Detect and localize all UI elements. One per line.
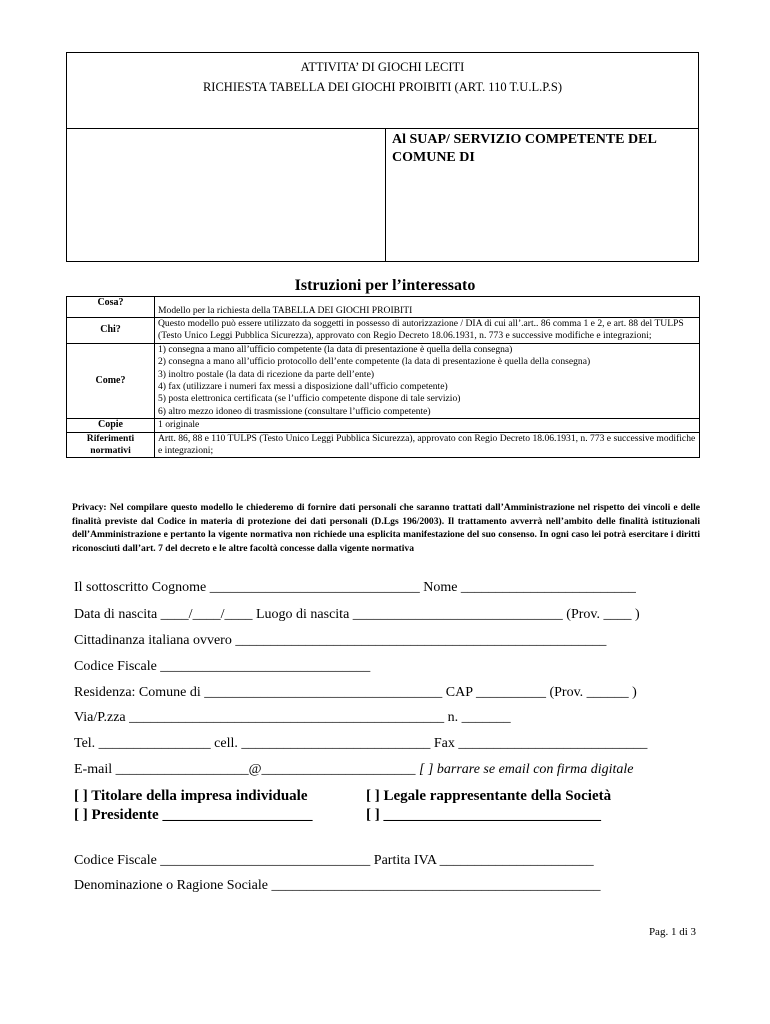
field-nascita[interactable]: Data di nascita ____/____/____ Luogo di nascita ______________________________ (Prov. ____ ) <box>74 607 640 622</box>
row-value-copie: 1 originale <box>155 419 700 432</box>
field-cognome-nome[interactable]: Il sottoscritto Cognome ______________________________ Nome _________________________ <box>74 580 636 595</box>
come-line: 2) consegna a mano all’ufficio protocollo dell’ente competente (la data di presentazione è quella della consegna) <box>158 356 591 368</box>
title-line-1: ATTIVITA’ DI GIOCHI LECITI <box>300 60 465 74</box>
row-key-cosa: Cosa? <box>67 297 155 318</box>
recipient-text: Al SUAP/ SERVIZIO COMPETENTE DEL COMUNE DI <box>392 132 657 165</box>
come-line: 4) fax (utilizzare i numeri fax messi a disposizione dall’ufficio competente) <box>158 381 448 393</box>
table-row <box>67 343 700 418</box>
firma-digitale-checkbox[interactable]: [ ] barrare se email con firma digitale <box>419 762 634 777</box>
row-value-chi: Questo modello può essere utilizzato da soggetti in possesso di autorizzazione / DIA di cui all’.art.. 86 comma 1 e 2, e art. 88 del TULPS (Testo Unico Leggi Pubblica Sicurezza), approvato con Regio Decreto 18.06.1931, n. 773 e successive modifiche e integrazioni; <box>155 318 700 344</box>
protocol-box <box>66 128 386 262</box>
row-value-come <box>155 343 700 418</box>
instructions-table <box>66 296 700 458</box>
come-line: 3) inoltro postale (la data di ricezione da parte dell’ente) <box>158 368 375 380</box>
table-row <box>67 297 700 318</box>
come-line: 6) altro mezzo idoneo di trasmissione (consultare l’ufficio competente) <box>158 405 431 417</box>
instructions-heading: Istruzioni per l’interessato <box>294 277 476 294</box>
row-key-chi: Chi? <box>67 318 155 344</box>
field-ragione-sociale[interactable]: Denominazione o Ragione Sociale _______________________________________________ <box>74 878 601 893</box>
email-input[interactable]: E-mail ___________________@______________________ <box>74 762 419 777</box>
row-key-copie: Copie <box>67 419 155 432</box>
row-value-cosa: Modello per la richiesta della TABELLA DEI GIOCHI PROIBITI <box>155 297 700 318</box>
checkbox-presidente[interactable]: [ ] Presidente ____________________ <box>74 807 313 823</box>
privacy-notice: Privacy: Nel compilare questo modello le chiederemo di fornire dati personali che saranno trattati dall’Amministrazione nel rispetto dei vincoli e delle finalità previste dal Codice in materia di protezione dei dati personali (D.Lgs 196/2003). Il trattamento avverrà nell’ambito delle finalità istituzionali dell’Amministrazione e pertanto la vigente normativa non richiede una esplicita manifestazione del suo consenso. In ogni caso lei potrà esercitare i diritti riconosciuti dall’art. 7 del decreto e le altre facoltà concesse dalla vigente normativa <box>72 502 700 554</box>
row-value-riferimenti: Artt. 86, 88 e 110 TULPS (Testo Unico Leggi Pubblica Sicurezza), approvato con Regio Decreto 18.06.1931, n. 773 e successive modifiche e integrazioni; <box>155 432 700 458</box>
checkbox-titolare[interactable]: [ ] Titolare della impresa individuale <box>74 788 308 804</box>
table-row <box>67 419 700 432</box>
row-key-riferimenti: Riferimenti normativi <box>67 432 155 458</box>
field-residenza[interactable]: Residenza: Comune di __________________________________ CAP __________ (Prov. ______ ) <box>74 685 637 700</box>
field-telefono[interactable]: Tel. ________________ cell. ___________________________ Fax ___________________________ <box>74 736 648 751</box>
field-email <box>74 762 634 778</box>
come-line: 1) consegna a mano all’ufficio competente (la data di presentazione è quella della consegna) <box>158 343 513 355</box>
table-row <box>67 432 700 458</box>
come-line: 5) posta elettronica certificata (se l’ufficio competente dispone di tale servizio) <box>158 393 461 405</box>
field-cf-piva[interactable]: Codice Fiscale ______________________________ Partita IVA ______________________ <box>74 853 594 868</box>
field-via[interactable]: Via/P.zza _____________________________________________ n. _______ <box>74 710 511 725</box>
row-key-come: Come? <box>67 343 155 418</box>
recipient-box <box>385 128 699 262</box>
checkbox-legale-rappresentante[interactable]: [ ] Legale rappresentante della Società <box>366 788 612 804</box>
field-codice-fiscale[interactable]: Codice Fiscale ______________________________ <box>74 659 371 674</box>
title-line-2: RICHIESTA TABELLA DEI GIOCHI PROIBITI (ART. 110 T.U.L.P.S) <box>202 80 563 94</box>
title-box <box>66 52 699 129</box>
field-cittadinanza[interactable]: Cittadinanza italiana ovvero _____________________________________________________ <box>74 633 607 648</box>
checkbox-altro[interactable]: [ ] _____________________________ <box>366 807 601 823</box>
page-number: Pag. 1 di 3 <box>648 926 696 938</box>
table-row <box>67 318 700 344</box>
